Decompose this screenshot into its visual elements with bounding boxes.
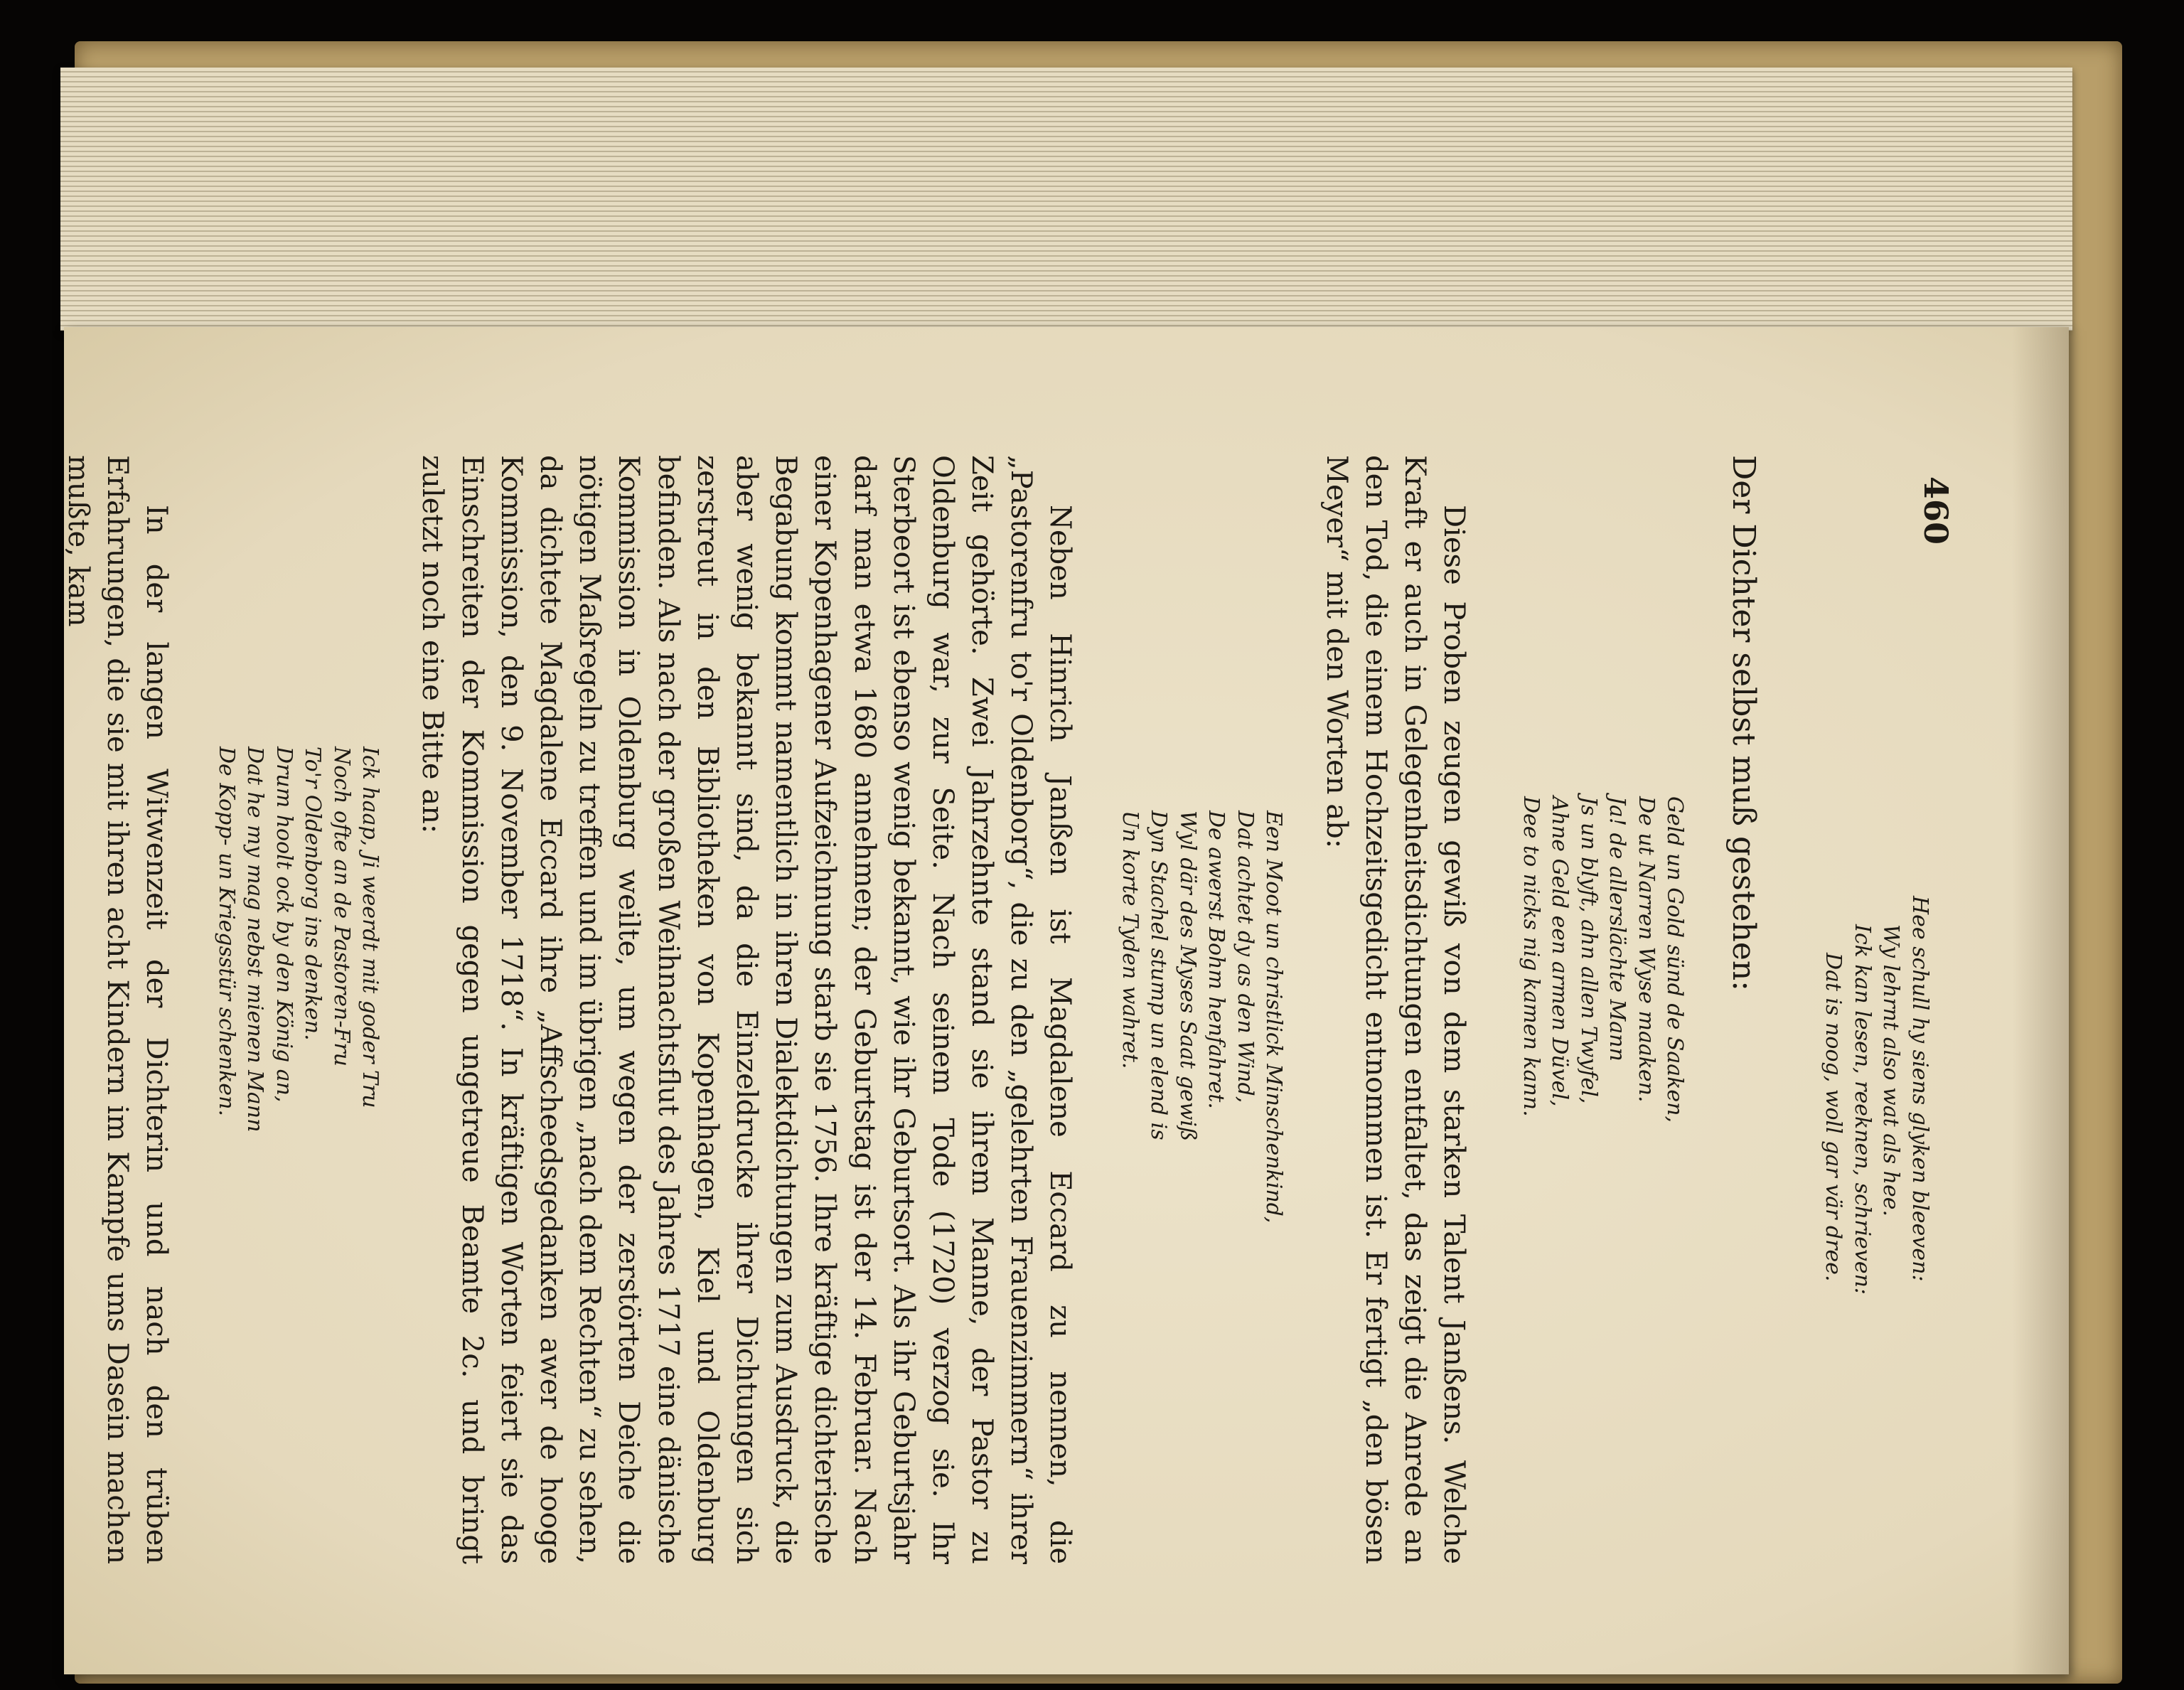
verse-line: Wy lehrnt also wat als hee.	[1878, 924, 1904, 1216]
verse-line: Drum hoolt ock by den König an,	[271, 747, 296, 1103]
verse-line: Noch ofte an de Pastoren-Fru	[328, 747, 354, 1066]
verse-line: Dat he my mag nebst mienen Mann	[242, 747, 268, 1133]
book-page	[61, 327, 2069, 1674]
page-text-area	[61, 327, 2069, 1674]
paragraph: In der langen Witwenzeit der Dichterin und nach den trüben Erfahrungen, die sie mit ihren acht Kindern im Kampfe ums Dasein machen mußte, kam	[61, 455, 173, 1564]
page-text-block	[61, 455, 1955, 1564]
verse-line: De ut Narren Wyse maaken.	[1633, 796, 1659, 1103]
verse-line: Ja! de allerslächte Mann	[1605, 796, 1630, 1061]
verse-line: Ick haap, Ji weerdt mit goder Tru	[358, 747, 383, 1108]
stanza-money	[1516, 796, 1688, 1564]
verse-line: Wyl där des Myses Saat gewiß	[1174, 811, 1200, 1142]
verse-line: To'r Oldenborg ins denken.	[300, 747, 326, 1041]
verse-line: Js un blyft, ahn allen Twyfel,	[1575, 796, 1601, 1104]
paragraph: Neben Hinrich Janßen ist Magdalene Eccard zu nennen, die „Pastorenfru to'r Oldenborg“, die zu den „gelehrten Frauenzimmern“ ihrer Zeit gehörte. Zwei Jahrzehnte stand sie ihrem Manne, der Pastor zu Oldenburg war, zur Seite. Nach seinem Tode (1720) verzog sie. Ihr Sterbeort ist ebenso wenig bekannt, wie ihr Geburtsort. Als ihr Geburtsjahr darf man etwa 1680 annehmen; der Geburtstag ist der 14. Februar. Nach einer Kopenhagener Aufzeichnung starb sie 1756. Ihre kräftige dichterische Begabung kommt namentlich in ihren Dialektdichtungen zum Ausdruck, die aber wenig bekannt sind, da die Einzeldrucke ihrer Dichtungen sich zerstreut in den Bibliotheken von Kopenhagen, Kiel und Oldenburg befinden. Als nach der großen Weihnachtsflut des Jahres 1717 eine dänische Kommission in Oldenburg weilte, um wegen der zerstörten Deiche die nötigen Maßregeln zu treffen und im übrigen „nach dem Rechten“ zu sehen, da dichtete Magdalene Eccard ihre „Affscheedsgedanken awer de hooge Kommission, den 9. November 1718“. In kräftigen Worten feiert sie das Einschreiten der Kommission gegen ungetreue Beamte 2c. und bringt zuletzt noch eine Bitte an:	[416, 455, 1077, 1564]
verse-line: De awerst Bohm henfahret.	[1204, 811, 1229, 1109]
verse-line: Ahne Geld een armen Düvel,	[1547, 796, 1573, 1107]
page-number: 460	[1917, 476, 1955, 545]
stanza-opening	[1819, 896, 1934, 1564]
stanza-death	[1115, 811, 1288, 1564]
verse-line: Geld un Gold sünd de Saaken,	[1662, 796, 1688, 1123]
verse-line: Ick kan lesen, reeknen, schrieven:	[1850, 924, 1875, 1295]
verse-line: Een Moot un christlick Minschenkind,	[1261, 811, 1287, 1224]
stanza-pastor-wife	[211, 747, 384, 1564]
verse-line: Dyn Stachel stump un elend is	[1146, 811, 1172, 1140]
verse-line: De Kopp- un Kriegsstür schenken.	[213, 747, 239, 1117]
verse-line: Dat achtet dy as den Wind,	[1232, 811, 1258, 1103]
verse-line: Un korte Tyden wahret.	[1117, 811, 1142, 1069]
paragraph: Diese Proben zeugen gewiß von dem starken Talent Janßens. Welche Kraft er auch in Gelegenheitsdichtungen entfaltet, das zeigt die Anrede an den Tod, die einem Hochzeitsgedicht entnommen ist. Er fertigt „den bösen Meyer“ mit den Worten ab:	[1320, 455, 1471, 1564]
page-block-edges	[60, 68, 2072, 331]
verse-line: Dee to nicks nig kamen kann.	[1518, 796, 1543, 1117]
verse-line: Hee schull hy siens glyken bleeven:	[1907, 896, 1932, 1282]
verse-line: Dat is noog, woll gar vär dree.	[1821, 953, 1846, 1282]
section-heading: Der Dichter selbst muß gestehen:	[1725, 455, 1762, 991]
